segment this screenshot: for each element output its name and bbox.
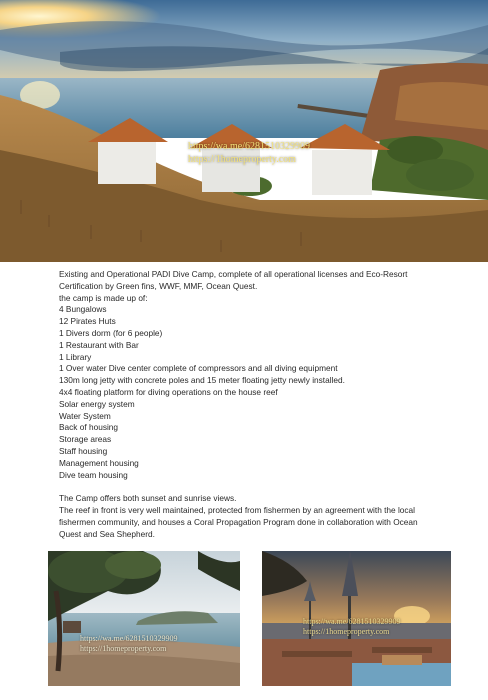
hero-watermark [188, 140, 310, 166]
facility-item: 12 Pirates Huts [59, 316, 116, 327]
facility-item: Solar energy system [59, 398, 135, 409]
beach-watermark [80, 634, 178, 654]
facility-item: 130m long jetty with concrete poles and 15 meter floating jetty newly installed. [59, 375, 345, 386]
facility-item: 1 Library [59, 351, 92, 362]
watermark-website-link: https://1homeproperty.com [80, 644, 167, 653]
facility-item: Staff housing [59, 445, 108, 456]
facility-item: Water System [59, 410, 111, 421]
intro-paragraph: Existing and Operational PADI Dive Camp, complete of all operational licenses and Eco-Resort Certification by Green fins, WWF, MMF, Ocean Quest. [59, 269, 408, 291]
watermark-whatsapp-link: https://wa.me/6281510329909 [188, 141, 310, 152]
facility-item: 1 Over water Dive center complete of compressors and all diving equipment [59, 363, 338, 374]
description-text [59, 269, 439, 540]
facility-item: Management housing [59, 457, 139, 468]
restaurant-photo [262, 551, 451, 686]
watermark-website-link: https://1homeproperty.com [303, 627, 390, 636]
beach-illustration [48, 551, 240, 686]
list-heading: the camp is made up of: [59, 292, 148, 303]
restaurant-watermark [303, 617, 401, 637]
watermark-website-link: https://1homeproperty.com [188, 154, 296, 165]
views-paragraph: The Camp offers both sunset and sunrise views. [59, 493, 237, 504]
facility-item: 1 Restaurant with Bar [59, 339, 139, 350]
facility-item: 1 Divers dorm (for 6 people) [59, 327, 163, 338]
hero-photo [0, 0, 488, 262]
beach-photo [48, 551, 240, 686]
reef-paragraph: The reef in front is very well maintained, protected from fishermen by an agreement with the local fishermen community, and houses a Coral Propagation Program done in collaboration with Ocean Quest and Sea Shepherd. [59, 504, 418, 539]
paragraph-spacer [59, 481, 439, 493]
hero-illustration [0, 0, 488, 262]
facility-item: 4x4 floating platform for diving operations on the house reef [59, 386, 278, 397]
watermark-whatsapp-link: https://wa.me/6281510329909 [80, 634, 178, 643]
facility-item: Storage areas [59, 434, 112, 445]
watermark-whatsapp-link: https://wa.me/6281510329909 [303, 617, 401, 626]
facility-item: Dive team housing [59, 469, 128, 480]
facility-item: Back of housing [59, 422, 119, 433]
facility-item: 4 Bungalows [59, 304, 107, 315]
facilities-list [59, 304, 439, 481]
